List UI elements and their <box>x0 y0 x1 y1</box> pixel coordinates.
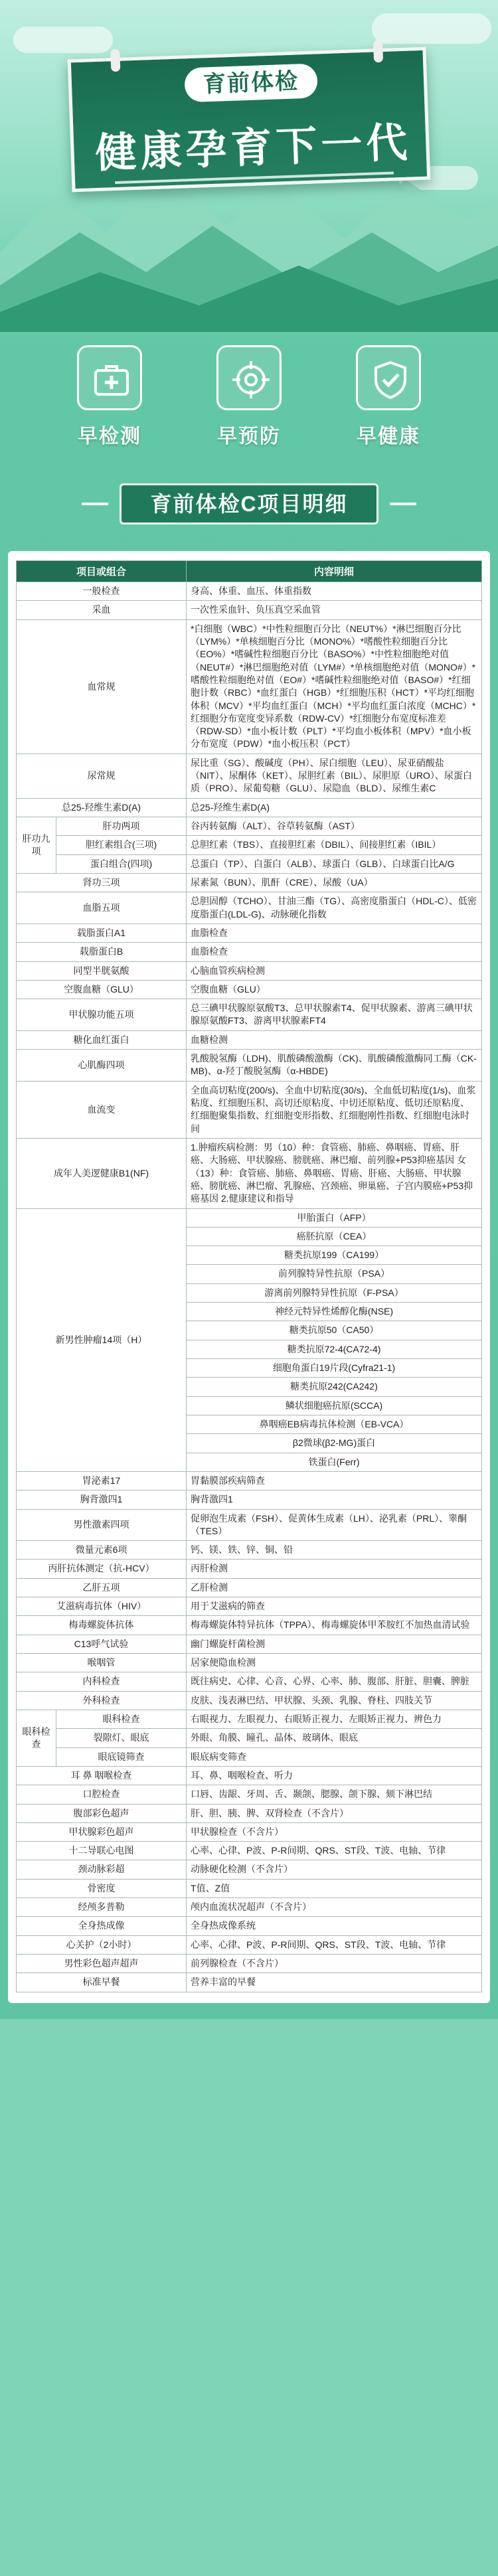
table-row <box>17 1917 482 1935</box>
row-item-name: 肝功两项 <box>56 817 187 836</box>
row-item-name: 载脂蛋白A1 <box>17 924 187 942</box>
row-item-name: 载脂蛋白B <box>17 943 187 961</box>
row-item-name: 外科检查 <box>17 1691 187 1710</box>
row-detail: 胸背激四1 <box>187 1490 482 1509</box>
feature-item-early-health <box>332 345 445 449</box>
feature-label: 早健康 <box>357 426 420 447</box>
table-row <box>17 1635 482 1653</box>
row-item-name: 乙肝五项 <box>17 1578 187 1597</box>
row-detail: T值、Z值 <box>187 1879 482 1897</box>
row-item-name: 采血 <box>17 601 187 619</box>
row-detail: 全血高切粘度(200/s)、全血中切粘度(30/s)、全血低切粘度(1/s)、血浆粘度、红细胞压积、高切还原粘度、中切还原粘度、低切还原粘度、红细胞聚集指数、红细胞变形指数、红细胞刚性指数、红细胞电泳时间 <box>187 1081 482 1138</box>
row-detail: 居家便隐血检测 <box>187 1654 482 1672</box>
row-detail: 血糖检测 <box>187 1030 482 1049</box>
row-detail: 耳、鼻、咽喉检查、听力 <box>187 1766 482 1785</box>
row-detail: 前列腺检查（不含片） <box>187 1955 482 1973</box>
row-detail: 空腹血糖（GLU） <box>187 980 482 999</box>
row-detail: 总25-羟维生素D(A) <box>187 798 482 817</box>
row-detail: 既往病史、心律、心音、心界、心率、肺、腹部、肝脏、胆囊、脾脏 <box>187 1672 482 1691</box>
row-detail: 总蛋白（TP）、白蛋白（ALB）、球蛋白（GLB）、白球蛋白比A/G <box>187 854 482 873</box>
table-row <box>17 1030 482 1049</box>
feature-label: 早预防 <box>217 426 281 447</box>
row-item-name: 梅毒螺旋体抗体 <box>17 1616 187 1635</box>
row-detail: 血脂检查 <box>187 943 482 961</box>
table-row <box>17 1672 482 1691</box>
row-detail: 丙肝检测 <box>187 1560 482 1578</box>
shield-check-icon <box>371 360 410 400</box>
table-row <box>17 1973 482 1992</box>
table-row <box>17 619 482 754</box>
table-row <box>17 601 482 619</box>
row-detail: 总胆固醇（TCHO）、甘油三酯（TG）、高密度脂蛋白（HDL-C）、低密度脂蛋白(LDL-G)、动脉硬化指数 <box>187 892 482 924</box>
row-item-name: 喉咽管 <box>17 1654 187 1672</box>
table-row <box>17 836 482 854</box>
row-detail: 甲胎蛋白（AFP） <box>187 1208 482 1227</box>
table-row <box>17 798 482 817</box>
item-table <box>16 560 482 1992</box>
table-row <box>17 1804 482 1822</box>
cloud-decoration <box>372 13 491 44</box>
row-detail: 皮肤、浅表淋巴结、甲状腺、头颈、乳腺、脊柱、四肢关节 <box>187 1691 482 1710</box>
pin-decoration <box>110 49 120 72</box>
section-title: 育前体检C项目明细 <box>120 483 378 524</box>
table-row <box>17 1785 482 1804</box>
row-item-name: 心关护（2小时） <box>17 1935 187 1954</box>
table-row <box>17 1138 482 1208</box>
row-item-name: 甲状腺彩色超声 <box>17 1822 187 1841</box>
table-row <box>17 873 482 892</box>
row-detail: 心率、心律、P波、P-R间期、QRS、ST段、T波、电轴、节律 <box>187 1842 482 1860</box>
row-detail: 梅毒螺旋体特异抗体（TPPA）、梅毒螺旋体甲苯胺红不加热血清试验 <box>187 1616 482 1635</box>
feature-row <box>0 345 498 458</box>
row-detail: 胃黏膜部疾病筛查 <box>187 1471 482 1490</box>
feature-icon-box <box>356 345 421 410</box>
row-item-name: 蛋白组合(四项) <box>56 854 187 873</box>
row-detail: 幽门螺旋杆菌检测 <box>187 1635 482 1653</box>
row-detail: 促卵泡生成素（FSH）、促黄体生成素（LH）、泌乳素（PRL）、睾酮（TES） <box>187 1509 482 1541</box>
hero-card <box>68 47 431 193</box>
table-row <box>17 754 482 798</box>
hero-title-text: 健康孕育下一代 <box>94 120 412 177</box>
table-row <box>17 1691 482 1710</box>
table-row <box>17 1208 482 1227</box>
row-item-name: 成年人美逻健康B1(NF) <box>17 1138 187 1208</box>
row-item-name: 男性彩色超声超声 <box>17 1955 187 1973</box>
feature-icon-box <box>216 345 282 410</box>
hero-banner <box>0 0 498 332</box>
row-detail: 乳酸脱氢酶（LDH)、肌酸磷酸激酶（CK)、肌酸磷酸激酶同工酶（CK-MB)、α-羟丁酸脱氢酶（α-HBDE) <box>187 1050 482 1082</box>
table-row <box>17 1860 482 1879</box>
row-item-name: 颈动脉彩超 <box>17 1860 187 1879</box>
row-item-name: 微量元素6项 <box>17 1541 187 1560</box>
table-row <box>17 1541 482 1560</box>
hero-title <box>73 108 434 180</box>
row-detail: 动脉硬化检测（不含片） <box>187 1860 482 1879</box>
row-detail: 糖类抗原50（CA50） <box>187 1321 482 1340</box>
row-item-name: 骨密度 <box>17 1879 187 1897</box>
feature-label: 早检测 <box>78 426 141 447</box>
row-item-name: 内科检查 <box>17 1672 187 1691</box>
row-item-name: 胃泌素17 <box>17 1471 187 1490</box>
row-detail: 游离前列腺特异性抗原（F-PSA） <box>187 1283 482 1302</box>
row-detail: 甲状腺检查（不含片） <box>187 1822 482 1841</box>
table-row <box>17 1842 482 1860</box>
row-detail: 用于艾滋病的筛查 <box>187 1597 482 1616</box>
row-item-name: 尿常规 <box>17 754 187 798</box>
row-detail: 总三碘甲状腺原氨酸T3、总甲状腺素T4、促甲状腺素、游离三碘甲状腺原氨酸FT3、游离甲状腺素FT4 <box>187 999 482 1031</box>
row-detail: 癌胚抗原（CEA） <box>187 1227 482 1246</box>
table-row <box>17 980 482 999</box>
row-item-name: 血常规 <box>17 619 187 754</box>
feature-item-early-prevention <box>193 345 305 449</box>
table-row <box>17 1747 482 1766</box>
row-group-name: 眼科检查 <box>17 1710 56 1766</box>
row-detail: 糖类抗原72-4(CA72-4) <box>187 1340 482 1358</box>
row-detail: 铁蛋白(Ferr) <box>187 1453 482 1471</box>
table-row <box>17 1471 482 1490</box>
row-item-name: 同型半胱氨酸 <box>17 961 187 980</box>
row-detail: *白细胞（WBC）*中性粒细胞百分比（NEUT%）*淋巴细胞百分比（LYM%）*单核细胞百分比（MONO%）*嗜酸性粒细胞百分比（EO%）*嗜碱性粒细胞百分比（BASO%）*中性粒细胞绝对值（NEUT#）*淋巴细胞绝对值（LYM#）*单核细胞绝对值（MONO#）*嗜酸性粒细胞绝对值（EO#）*嗜碱性粒细胞绝对值（BASO#）*红细胞计数（RBC）*血红蛋白（HGB）*红细胞压积（HCT）*平均红细胞体积（MCV）*平均血红蛋白（MCH）*平均血红蛋白浓度（MCHC）*红细胞分布宽度变异系数（RDW-CV）*红细胞分布宽度标准差（RDW-SD）*血小板计数（PLT）*平均血小板体积（MPV）*血小板分布宽度（PDW）*血小板压积（PCT） <box>187 619 482 754</box>
row-item-name: 全身热成像 <box>17 1917 187 1935</box>
row-item-name: 眼底镜筛查 <box>56 1747 187 1766</box>
row-item-name: 艾滋病毒抗体（HIV） <box>17 1597 187 1616</box>
medical-kit-icon <box>92 360 131 400</box>
table-row <box>17 1898 482 1917</box>
row-detail: 一次性采血针、负压真空采血管 <box>187 601 482 619</box>
row-detail: 营养丰富的早餐 <box>187 1973 482 1992</box>
row-detail: 乙肝检测 <box>187 1578 482 1597</box>
target-icon <box>231 360 271 400</box>
table-row <box>17 1560 482 1578</box>
row-item-name: 眼科检查 <box>56 1710 187 1728</box>
table-row <box>17 1578 482 1597</box>
row-detail: 身高、体重、血压、体重指数 <box>187 582 482 601</box>
row-item-name: 胆红素组合(三项) <box>56 836 187 854</box>
row-detail: 糖类抗原199（CA199） <box>187 1246 482 1265</box>
table-row <box>17 999 482 1031</box>
table-row <box>17 1654 482 1672</box>
table-row <box>17 1935 482 1954</box>
pin-decoration <box>373 40 383 62</box>
row-detail: 钙、镁、铁、锌、铜、铅 <box>187 1541 482 1560</box>
row-detail: 总胆红素（TBS）、直接胆红素（DBIL）、间接胆红素（IBIL） <box>187 836 482 854</box>
row-detail: 神经元特异性烯醇化酶(NSE) <box>187 1303 482 1321</box>
table-row <box>17 1766 482 1785</box>
table-row <box>17 1050 482 1082</box>
table-row <box>17 1597 482 1616</box>
row-detail: 全身热成像系统 <box>187 1917 482 1935</box>
row-item-name: 胸背激四1 <box>17 1490 187 1509</box>
row-item-name: 标准早餐 <box>17 1973 187 1992</box>
table-row <box>17 943 482 961</box>
row-item-name: 血脂五项 <box>17 892 187 924</box>
row-detail: 肝、胆、胰、脾、双肾检查（不含片） <box>187 1804 482 1822</box>
row-item-name: 口腔检查 <box>17 1785 187 1804</box>
feature-item-early-detection <box>53 345 166 449</box>
row-item-name: 十二导联心电图 <box>17 1842 187 1860</box>
cloud-decoration <box>13 27 113 53</box>
header-detail: 内容明细 <box>187 561 482 582</box>
row-item-name: 糖化血红蛋白 <box>17 1030 187 1049</box>
row-detail: 谷丙转氨酶（ALT）、谷草转氨酶（AST） <box>187 817 482 836</box>
row-detail: 鳞状细胞癌抗原(SCCA) <box>187 1396 482 1415</box>
row-detail: 心率、心律、P波、P-R间期、QRS、ST段、T波、电轴、节律 <box>187 1935 482 1954</box>
row-item-name: 空腹血糖（GLU） <box>17 980 187 999</box>
row-item-name: 心肌酶四项 <box>17 1050 187 1082</box>
row-item-name: 甲状腺功能五项 <box>17 999 187 1031</box>
table-row <box>17 1490 482 1509</box>
item-table-card <box>8 551 490 2003</box>
row-detail: 1.肿瘤疾病检测：男（10）种：食管癌、肺癌、鼻咽癌、胃癌、肝癌、大肠癌、甲状腺癌、膀胱癌、淋巴瘤、前列腺+P53抑癌基因 女（13）种：食管癌、肺癌、鼻咽癌、胃癌、肝癌、大肠癌、甲状腺癌、膀胱癌、淋巴瘤、乳腺癌、宫颈癌、卵巢癌、子宫内膜癌+P53抑癌基因 2.健康建议和指导 <box>187 1138 482 1208</box>
table-row <box>17 1509 482 1541</box>
table-row <box>17 817 482 836</box>
row-detail: 口唇、齿龈、牙周、舌、颞颌、腮腺、颌下腺、颏下淋巴结 <box>187 1785 482 1804</box>
table-row <box>17 892 482 924</box>
table-row <box>17 854 482 873</box>
row-item-name: 耳 鼻 咽喉检查 <box>17 1766 187 1785</box>
row-item-name: 经颅多普勒 <box>17 1898 187 1917</box>
table-body <box>17 582 482 1992</box>
row-item-name: 男性激素四项 <box>17 1509 187 1541</box>
row-detail: 颅内血流状况超声（不含片） <box>187 1898 482 1917</box>
table-row <box>17 1081 482 1138</box>
row-detail: 血脂检查 <box>187 924 482 942</box>
table-row <box>17 1616 482 1635</box>
row-detail: 前列腺特异性抗原（PSA） <box>187 1265 482 1283</box>
row-detail: 鼻咽癌EB病毒抗体检测（EB-VCA） <box>187 1415 482 1433</box>
row-detail: 眼底病变筛查 <box>187 1747 482 1766</box>
table-row <box>17 961 482 980</box>
table-row <box>17 1710 482 1728</box>
row-item-name: 肾功三项 <box>17 873 187 892</box>
row-item-name: 裂隙灯、眼底 <box>56 1729 187 1747</box>
row-group-name: 新男性肿瘤14项（H） <box>17 1208 187 1471</box>
row-detail: 右眼视力、左眼视力、右眼矫正视力、左眼矫正视力、辨色力 <box>187 1710 482 1728</box>
table-row <box>17 1955 482 1973</box>
row-detail: β2微球(β2-MG)蛋白 <box>187 1434 482 1453</box>
row-item-name: 血流变 <box>17 1081 187 1138</box>
header-item: 项目或组合 <box>17 561 187 582</box>
row-detail: 外眼、角膜、瞳孔、晶体、玻璃体、眼底 <box>187 1729 482 1747</box>
row-detail: 糖类抗原242(CA242) <box>187 1378 482 1396</box>
row-detail: 心脑血管疾病检测 <box>187 961 482 980</box>
table-row <box>17 1822 482 1841</box>
table-header-row <box>17 561 482 582</box>
row-item-name: 总25-羟维生素D(A) <box>17 798 187 817</box>
row-detail: 尿比重（SG）、酸碱度（PH）、尿白细胞（LEU）、尿亚硝酸盐（NIT）、尿酮体（KET）、尿胆红素（BIL）、尿胆原（URO）、尿蛋白质（PRO）、尿葡萄糖（GLU）、尿隐血（BLD）、尿维生素C <box>187 754 482 798</box>
table-row <box>17 924 482 942</box>
row-item-name: 腹部彩色超声 <box>17 1804 187 1822</box>
table-row <box>17 1879 482 1897</box>
row-group-name: 肝功九项 <box>17 817 56 874</box>
table-row <box>17 1729 482 1747</box>
row-detail: 尿素氮（BUN）、肌酐（CRE）、尿酸（UA） <box>187 873 482 892</box>
row-item-name: C13呼气试验 <box>17 1635 187 1653</box>
row-detail: 细胞角蛋白19片段(Cyfra21-1) <box>187 1359 482 1378</box>
feature-icon-box <box>77 345 142 410</box>
row-item-name: 一般检查 <box>17 582 187 601</box>
table-row <box>17 582 482 601</box>
hero-tag: 育前体检 <box>184 63 318 102</box>
row-item-name: 丙肝抗体测定（抗-HCV） <box>17 1560 187 1578</box>
